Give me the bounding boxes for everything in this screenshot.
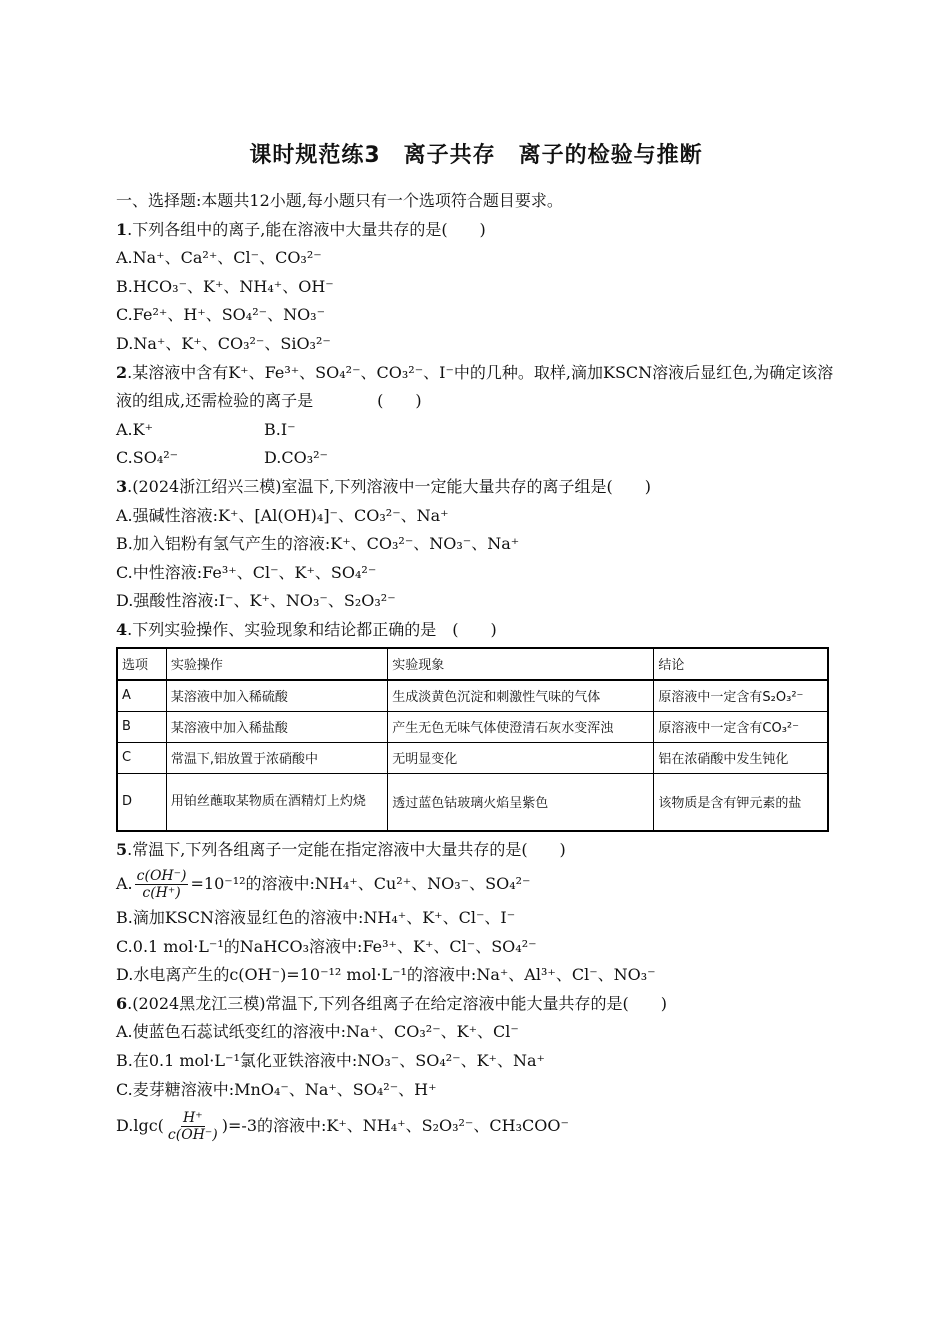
table-cell: 用铂丝蘸取某物质在酒精灯上灼烧: [166, 773, 387, 831]
table-cell: 常温下,铝放置于浓硝酸中: [166, 742, 387, 773]
fraction: [166, 1110, 220, 1143]
table-row: [117, 711, 828, 742]
option-b: B.加入铝粉有氢气产生的溶液:K⁺、CO₃²⁻、NO₃⁻、Na⁺: [116, 534, 520, 554]
table-cell: 无明显变化: [388, 742, 654, 773]
option-d: D.lgc( $\frac{H^+}{c(OH^-)}$ )=-3的溶液中:K⁺、NH₄⁺、S₂O₃²⁻、CH₃COO⁻: [116, 1110, 569, 1144]
question-stem: .(2024浙江绍兴三模)室温下,下列溶液中一定能大量共存的离子组是( ): [127, 476, 652, 496]
table-row: [117, 773, 828, 831]
option-d: D.CO₃²⁻: [264, 448, 328, 468]
fraction-numerator: H⁺: [183, 1110, 203, 1127]
option-prefix: D.lgc: [116, 1116, 158, 1136]
table-header: 实验操作: [166, 648, 387, 680]
option-b: B.在0.1 mol·L⁻¹氯化亚铁溶液中:NO₃⁻、SO₄²⁻、K⁺、Na⁺: [116, 1051, 545, 1071]
fraction-numerator: c(OH⁻): [136, 868, 187, 885]
table-cell: D: [117, 773, 166, 831]
page-title: 课时规范练3 离子共存 离子的检验与推断: [249, 143, 703, 168]
option-a: A.强碱性溶液:K⁺、[Al(OH)₄]⁻、CO₃²⁻、Na⁺: [116, 505, 449, 525]
question-stem: .某溶液中含有K⁺、Fe³⁺、SO₄²⁻、CO₃²⁻、I⁻中的几种。取样,滴加KSCN溶液后显红色,为确定该溶液的组成,还需检验的离子是 ( ): [116, 362, 834, 411]
question-number: 5: [116, 839, 128, 859]
table-cell: 该物质是含有钾元素的盐: [654, 773, 828, 831]
question-number: 3: [116, 476, 128, 496]
table-cell: A: [117, 680, 166, 712]
document-page: [116, 138, 836, 1148]
option-c: C.Fe²⁺、H⁺、SO₄²⁻、NO₃⁻: [116, 305, 326, 325]
option-a: A.K⁺: [116, 419, 154, 439]
option-c: C.中性溶液:Fe³⁺、Cl⁻、K⁺、SO₄²⁻: [116, 562, 377, 582]
option-d: D.水电离产生的c(OH⁻)=10⁻¹² mol·L⁻¹的溶液中:Na⁺、Al³⁺、Cl⁻、NO₃⁻: [116, 965, 656, 985]
question-stem: .下列实验操作、实验现象和结论都正确的是 ( ): [127, 619, 497, 639]
option-row: [116, 416, 836, 445]
question-5: [116, 836, 836, 865]
fraction-denominator: c(H⁺): [142, 885, 181, 902]
option-d: D.强酸性溶液:I⁻、K⁺、NO₃⁻、S₂O₃²⁻: [116, 591, 396, 611]
table-row: [117, 742, 828, 773]
table-header-row: [117, 648, 828, 680]
option-c: C.麦芽糖溶液中:MnO₄⁻、Na⁺、SO₄²⁻、H⁺: [116, 1079, 437, 1099]
table-cell: 铝在浓硝酸中发生钝化: [654, 742, 828, 773]
option-a: A.使蓝色石蕊试纸变红的溶液中:Na⁺、CO₃²⁻、K⁺、Cl⁻: [116, 1022, 519, 1042]
table-header: 实验现象: [388, 648, 654, 680]
question-1: [116, 216, 836, 245]
option-row: [116, 444, 836, 473]
question-3: [116, 473, 836, 502]
option-d: D.Na⁺、K⁺、CO₃²⁻、SiO₃²⁻: [116, 333, 331, 353]
option-b: B.I⁻: [264, 419, 296, 439]
question-2: [116, 359, 836, 416]
table-cell: 某溶液中加入稀硫酸: [166, 680, 387, 712]
option-a: A.Na⁺、Ca²⁺、Cl⁻、CO₃²⁻: [116, 248, 322, 268]
question-stem: .(2024黑龙江三模)常温下,下列各组离子在给定溶液中能大量共存的是( ): [127, 993, 668, 1013]
option-text: =-3的溶液中:K⁺、NH₄⁺、S₂O₃²⁻、CH₃COO⁻: [228, 1116, 569, 1136]
table-cell: C: [117, 742, 166, 773]
option-c: C.0.1 mol·L⁻¹的NaHCO₃溶液中:Fe³⁺、K⁺、Cl⁻、SO₄²⁻: [116, 936, 537, 956]
fraction-denominator: c(OH⁻): [167, 1127, 218, 1144]
table-cell: 原溶液中一定含有S₂O₃²⁻: [654, 680, 828, 712]
question-stem: .下列各组中的离子,能在溶液中大量共存的是( ): [127, 219, 486, 239]
option-b: B.滴加KSCN溶液显红色的溶液中:NH₄⁺、K⁺、Cl⁻、I⁻: [116, 908, 516, 928]
table-cell: 生成淡黄色沉淀和刺激性气味的气体: [388, 680, 654, 712]
table-header: 选项: [117, 648, 166, 680]
experiment-table: [116, 647, 829, 832]
table-cell: B: [117, 711, 166, 742]
table-header: 结论: [654, 648, 828, 680]
question-number: 6: [116, 993, 128, 1013]
question-stem: .常温下,下列各组离子一定能在指定溶液中大量共存的是( ): [127, 839, 566, 859]
question-number: 1: [116, 219, 128, 239]
section-heading: 一、选择题:本题共12小题,每小题只有一个选项符合题目要求。: [116, 191, 563, 210]
question-number: 2: [116, 362, 128, 382]
option-b: B.HCO₃⁻、K⁺、NH₄⁺、OH⁻: [116, 276, 334, 296]
table-cell: 某溶液中加入稀盐酸: [166, 711, 387, 742]
question-4: [116, 616, 836, 645]
table-cell: 产生无色无味气体使澄清石灰水变浑浊: [388, 711, 654, 742]
option-c: C.SO₄²⁻: [116, 448, 179, 468]
fraction: [135, 868, 189, 901]
table-cell: 原溶液中一定含有CO₃²⁻: [654, 711, 828, 742]
table-row: [117, 680, 828, 712]
question-6: [116, 990, 836, 1019]
question-number: 4: [116, 619, 128, 639]
option-text: =10⁻¹²的溶液中:NH₄⁺、Cu²⁺、NO₃⁻、SO₄²⁻: [190, 874, 531, 894]
table-cell: 透过蓝色钴玻璃火焰呈紫色: [388, 773, 654, 831]
option-a: A. $\frac{c(OH^-)}{c(H^+)}$ =10⁻¹²的溶液中:NH₄⁺、Cu²⁺、NO₃⁻、SO₄²⁻: [116, 868, 531, 902]
